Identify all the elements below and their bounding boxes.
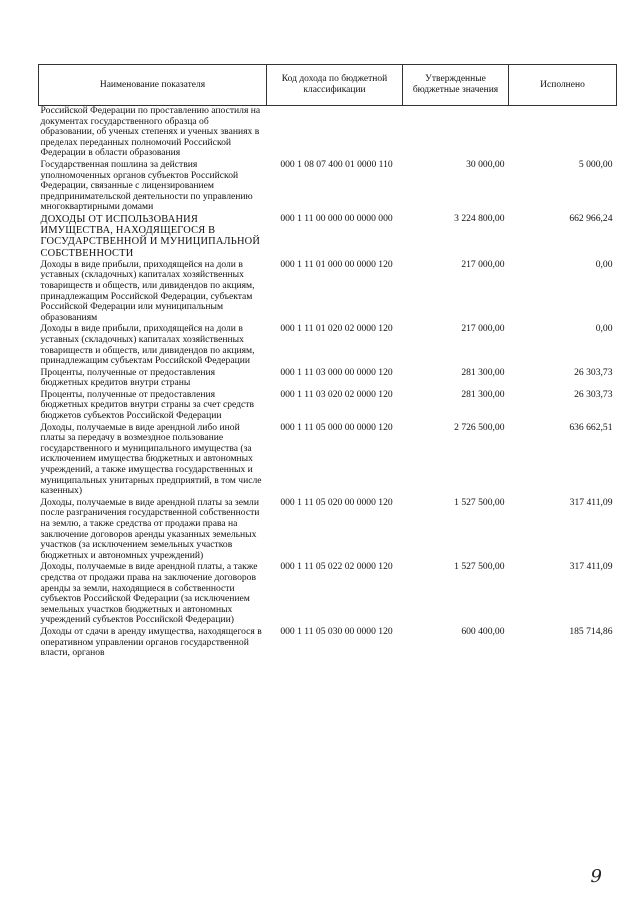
row-executed-value: 5 000,00 (578, 158, 613, 170)
row-executed-value: 636 662,51 (569, 421, 613, 433)
row-revenue-code: 000 1 11 05 030 00 0000 120 (280, 625, 393, 637)
row-revenue-code: 000 1 11 03 000 00 0000 120 (280, 366, 393, 378)
table-row (39, 390, 617, 423)
row-indicator-name: Государственная пошлина за действия уполномоченных органов субъектов Российской Федерации, связанные с лицензированием предпринимательской деятельности по управлению многоквартирными домами (40, 158, 253, 213)
row-indicator-name: Доходы, получаемые в виде арендной либо иной платы за передачу в возмездное пользование государственного и муниципального имущества (за исключением имущества бюджетных и автономных учреждений, а также имущества государственных и муниципальных унитарных предприятий, в том числе казенных) (40, 421, 262, 497)
row-revenue-code: 000 1 11 03 020 02 0000 120 (280, 388, 393, 400)
row-indicator-name: Российской Федерации по проставлению апостиля на документах государственного образца об образовании, об ученых степенях и ученых званиях в пределах переданных полномочий Российской Федерации в области образования (40, 105, 261, 159)
row-indicator-name: Доходы, получаемые в виде арендной платы, а также средства от продажи права на заключение договоров аренды за земли, находящиеся в собственности субъектов Российской Федерации (за исключением земельных участков бюджетных и автономных учреждений субъектов Российской Федерации) (40, 561, 258, 626)
table-body (39, 106, 617, 660)
row-executed-value: 0,00 (595, 258, 613, 270)
row-revenue-code: 000 1 11 00 000 00 0000 000 (280, 212, 393, 224)
row-indicator-name: Доходы в виде прибыли, приходящейся на доли в уставных (складочных) капиталах хозяйственных товариществ и обществ, или дивидендов по акциям, принадлежащим субъектам Российской Федерации (40, 323, 255, 367)
table-row (39, 106, 617, 160)
row-approved-value: 3 224 800,00 (454, 212, 505, 224)
row-revenue-code: 000 1 11 05 022 02 0000 120 (280, 561, 393, 573)
row-indicator-name: Доходы от сдачи в аренду имущества, находящегося в оперативном управлении органов государственной власти, органов (40, 625, 262, 659)
table-row (39, 627, 617, 660)
table-row (39, 498, 617, 563)
header-revenue-code: Код дохода по бюджетной классификации (267, 65, 403, 106)
table-row (39, 260, 617, 325)
row-indicator-name: Доходы в виде прибыли, приходящейся на доли в уставных (складочных) капиталах хозяйственных товариществ и обществ, или дивидендов по акциям, принадлежащим Российской Федерации, субъектам Российской Федерации или муниципальным образованиям (40, 258, 255, 323)
row-approved-value: 281 300,00 (461, 388, 505, 400)
row-approved-value: 2 726 500,00 (454, 421, 505, 433)
row-revenue-code (267, 106, 403, 160)
row-approved-value: 1 527 500,00 (454, 561, 505, 573)
page-number: 9 (590, 866, 602, 887)
table-row (39, 214, 617, 260)
row-revenue-code: 000 1 11 01 000 00 0000 120 (280, 258, 393, 270)
row-executed-value: 662 966,24 (569, 212, 613, 224)
row-approved-value: 217 000,00 (461, 323, 505, 335)
revenue-execution-table (38, 64, 617, 660)
row-approved-value: 600 400,00 (461, 625, 505, 637)
table-row (39, 562, 617, 627)
row-executed-value: 317 411,09 (569, 496, 613, 508)
row-revenue-code: 000 1 11 05 000 00 0000 120 (280, 421, 393, 433)
row-revenue-code: 000 1 11 05 020 00 0000 120 (280, 496, 393, 508)
row-approved-value: 281 300,00 (461, 366, 505, 378)
table-row (39, 423, 617, 498)
row-indicator-name: ДОХОДЫ ОТ ИСПОЛЬЗОВАНИЯ ИМУЩЕСТВА, НАХОДЯЩЕГОСЯ В ГОСУДАРСТВЕННОЙ И МУНИЦИПАЛЬНОЙ СОБСТВЕННОСТИ (40, 213, 261, 259)
budget-table-container (38, 64, 616, 660)
row-approved-value (403, 106, 509, 160)
row-approved-value: 1 527 500,00 (454, 496, 505, 508)
row-executed-value: 317 411,09 (569, 561, 613, 573)
row-revenue-code: 000 1 11 01 020 02 0000 120 (280, 323, 393, 335)
header-executed: Исполнено (509, 65, 617, 106)
row-indicator-name: Проценты, полученные от предоставления бюджетных кредитов внутри страны (40, 366, 216, 389)
row-executed-value: 26 303,73 (574, 388, 613, 400)
table-row (39, 368, 617, 390)
row-indicator-name: Проценты, полученные от предоставления бюджетных кредитов внутри страны за счет средств бюджетов субъектов Российской Федерации (40, 388, 255, 422)
header-approved-values: Утвержденные бюджетные значения (403, 65, 509, 106)
row-executed-value (509, 106, 617, 160)
row-indicator-name: Доходы, получаемые в виде арендной платы за земли после разграничения государственной собственности на землю, а также средства от продажи права на заключение договоров аренды указанных земельных участков (за исключением земельных участков бюджетных и автономных учреждений) (40, 496, 260, 561)
row-executed-value: 26 303,73 (574, 366, 613, 378)
header-indicator-name: Наименование показателя (39, 65, 267, 106)
table-row (39, 160, 617, 214)
row-approved-value: 217 000,00 (461, 258, 505, 270)
table-header-row (39, 65, 617, 106)
row-revenue-code: 000 1 08 07 400 01 0000 110 (280, 158, 393, 170)
row-approved-value: 30 000,00 (466, 158, 505, 170)
table-row (39, 324, 617, 367)
row-executed-value: 185 714,86 (569, 625, 613, 637)
row-executed-value: 0,00 (595, 323, 613, 335)
